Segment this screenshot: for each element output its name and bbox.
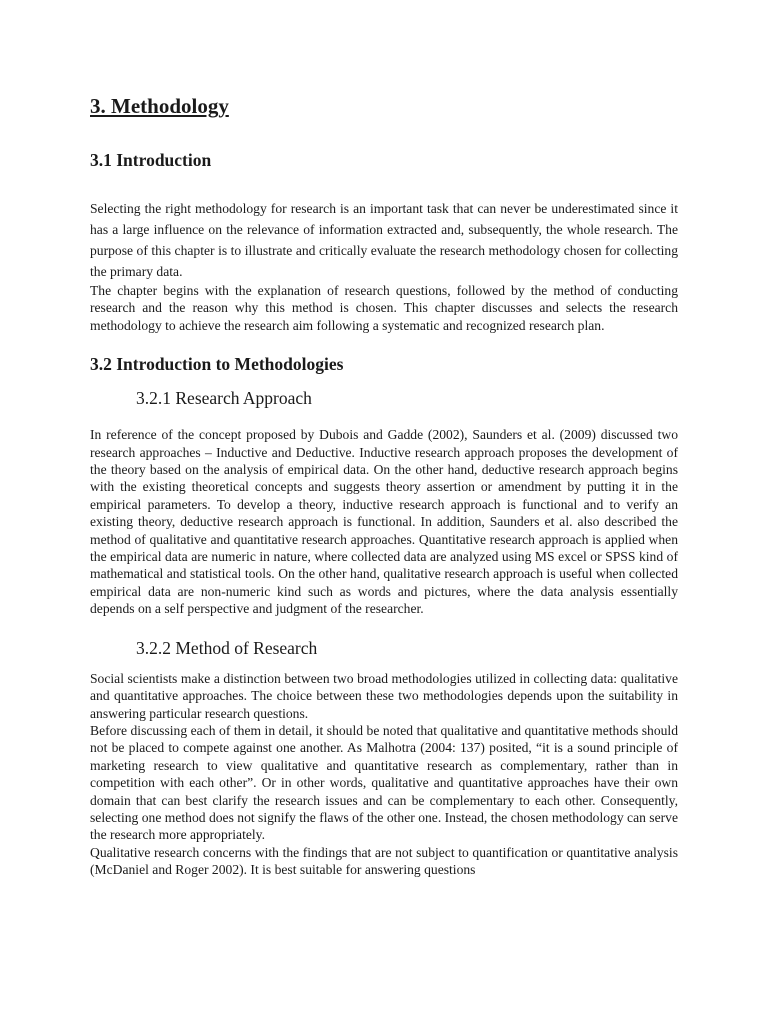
subsection-heading-research-approach: 3.2.1 Research Approach (136, 388, 312, 409)
paragraph-method-1: Social scientists make a distinction between two broad methodologies utilized in collecting data: qualitative and quantitative approaches. The choice between these two methodologies depends upon the suitability in answering particular research questions. (90, 670, 678, 721)
section-heading-methodologies: 3.2 Introduction to Methodologies (90, 354, 344, 375)
paragraph-intro-1: Selecting the right methodology for research is an important task that can never be underestimated since it has a large influence on the relevance of information extracted and, subsequently, the whole research. The purpose of this chapter is to illustrate and critically evaluate the research methodology chosen for collecting the primary data. (90, 201, 678, 279)
section-heading-introduction: 3.1 Introduction (90, 150, 212, 170)
paragraph-research-approach: In reference of the concept proposed by Dubois and Gadde (2002), Saunders et al. (2009) discussed two research approaches – Inductive and Deductive. Inductive research approach proposes the development of the theory based on the analysis of empirical data. On the other hand, deductive research approach begins with the existing theoretical concepts and suggests theory assertion or amendment by putting it in the empirical parameters. To develop a theory, inductive research approach is functional and to verify an existing theory, deductive research approach is functional. In addition, Saunders et al. also described the method of qualitative and quantitative research approaches. Quantitative research approach is applied when the empirical data are numeric in nature, where collected data are analyzed using MS excel or SPSS kind of mathematical and statistical tools. On the other hand, qualitative research approach is useful when collected empirical data are non-numeric kind such as words and pictures, where the data analysis essentially depends on a self perspective and judgment of the researcher. (90, 427, 678, 617)
paragraph-method-2: Before discussing each of them in detail, it should be noted that qualitative and quantitative methods should not be placed to compete against one another. As Malhotra (2004: 137) posited, “it is a sound principle of marketing research to view qualitative and quantitative research as complementary, rather than in competition with each other”. Or in other words, qualitative and quantitative approaches have their own domain that can best clarify the research issues and can be complementary to each other. Consequently, selecting one method does not signify the flaws of the other one. Instead, the chosen methodology can serve the research more appropriately. (90, 722, 678, 843)
paragraph-method-3: Qualitative research concerns with the findings that are not subject to quantification or quantitative analysis (McDaniel and Roger 2002). It is best suitable for answering questions (90, 844, 678, 878)
paragraph-intro-2: The chapter begins with the explanation of research questions, followed by the method of conducting research and the reason why this method is chosen. This chapter discusses and selects the research methodology to achieve the research aim following a systematic and recognized research plan. (90, 283, 678, 333)
document-page (90, 92, 678, 879)
subsection-heading-method-of-research: 3.2.2 Method of Research (136, 637, 318, 658)
document-title: 3. Methodology (90, 94, 229, 118)
